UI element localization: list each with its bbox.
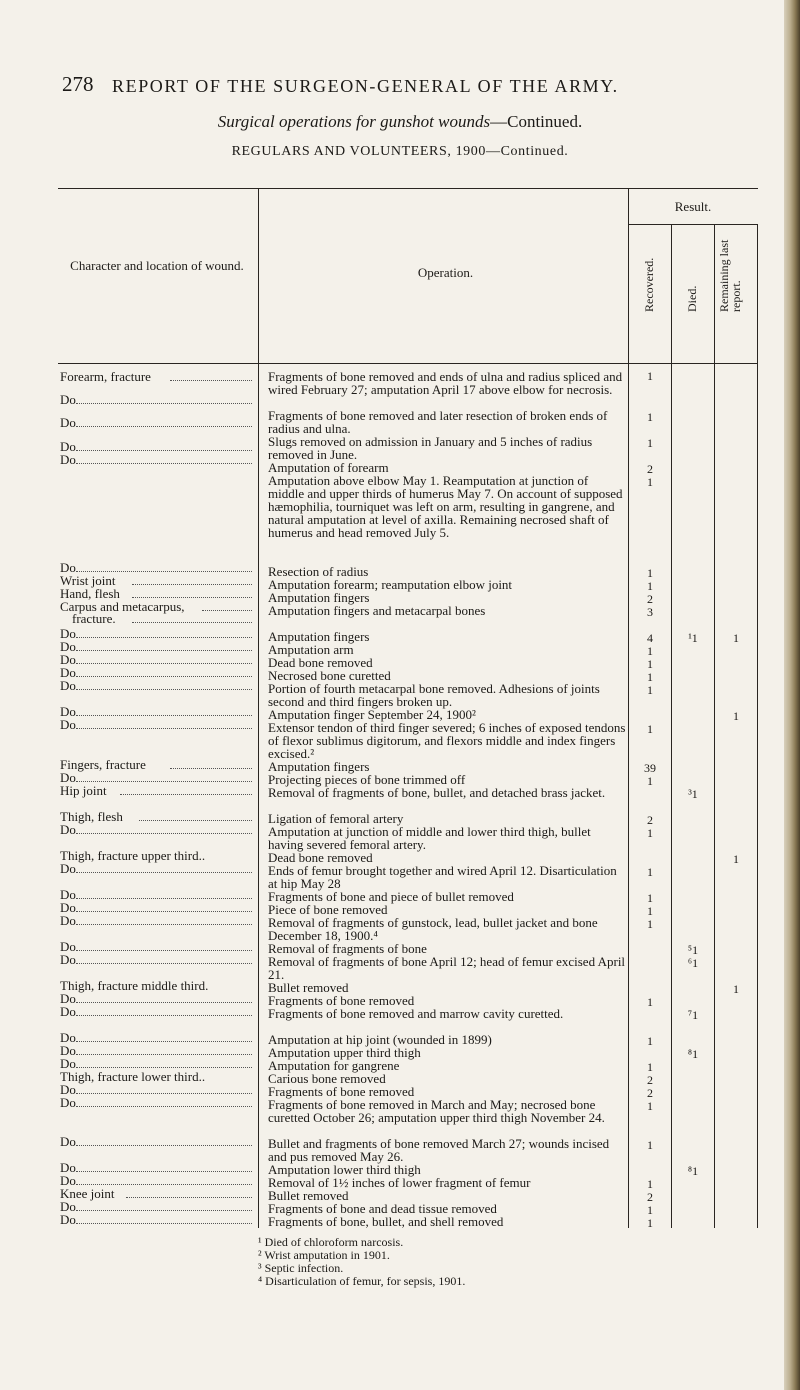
recovered-count: 1 — [647, 566, 653, 580]
operation-entry: Bullet and fragments of bone removed March 27; wounds incised and pus removed May 26. — [268, 1136, 610, 1164]
remaining-count: 1 — [733, 852, 739, 866]
wound-label: Wrist joint — [60, 573, 116, 588]
operation-entry: Fragments of bone removed — [268, 1084, 415, 1099]
operation-entry: Amputation forearm; reamputation elbow joint — [268, 577, 513, 592]
died-count: ¹1 — [688, 631, 698, 645]
leader-dots — [76, 463, 252, 464]
footnote: ² Wrist amputation in 1901. — [258, 1248, 390, 1262]
wound-label: Thigh, fracture middle third. — [60, 978, 209, 993]
wound-label: Do — [60, 1043, 76, 1058]
wound-label: Do — [60, 1030, 76, 1045]
page-number: 278 — [62, 72, 94, 96]
wound-label: Do — [60, 1082, 76, 1097]
header-bottom-rule — [58, 363, 758, 364]
table-group-heading: REGULARS AND VOLUNTEERS, 1900—Continued. — [231, 144, 569, 159]
wound-label: Do — [60, 665, 76, 680]
wound-label: Do — [60, 1095, 76, 1110]
wound-label: Do — [60, 900, 76, 915]
recovered-count: 1 — [647, 436, 653, 450]
recovered-count: 1 — [647, 995, 653, 1009]
recovered-count: 1 — [647, 1177, 653, 1191]
wound-label: Do — [60, 678, 76, 693]
wound-label: Do — [60, 887, 76, 902]
wound-label: Do — [60, 1056, 76, 1071]
operation-entry: Amputation fingers — [268, 759, 370, 774]
operation-entry: Amputation of forearm — [268, 460, 389, 475]
wound-label: Do — [60, 560, 76, 575]
recovered-count: 1 — [647, 1216, 653, 1230]
leader-dots — [76, 1041, 252, 1042]
operation-entry: Fragments of bone removed in March and May; necrosed bone curetted October 26; amputation upper third thigh November 24. — [268, 1097, 605, 1125]
recovered-count: 1 — [647, 369, 653, 383]
operation-entry: Fragments of bone removed and later resection of broken ends of radius and ulna. — [268, 408, 608, 436]
wound-label: Do — [60, 1004, 76, 1019]
result-rule — [628, 224, 758, 225]
leader-dots — [76, 426, 252, 427]
leader-dots — [126, 1197, 252, 1198]
recovered-count: 1 — [647, 683, 653, 697]
wound-label: Do — [60, 952, 76, 967]
operation-entry: Removal of fragments of bone — [268, 941, 427, 956]
recovered-count: 2 — [647, 1086, 653, 1100]
wound-label: Do — [60, 991, 76, 1006]
leader-dots — [76, 963, 252, 964]
leader-dots — [76, 833, 252, 834]
recovered-count: 1 — [647, 579, 653, 593]
operation-entry: Amputation finger September 24, 1900² — [268, 707, 476, 722]
wound-label: Do — [60, 626, 76, 641]
recovered-count: 39 — [644, 761, 656, 775]
column-divider-5 — [757, 224, 758, 1228]
leader-dots — [132, 622, 252, 623]
wound-label: Do — [60, 452, 76, 467]
running-head: REPORT OF THE SURGEON-GENERAL OF THE ARMY. — [112, 76, 619, 96]
wound-label: Do — [60, 861, 76, 876]
recovered-count: 1 — [647, 410, 653, 424]
operation-entry: Fragments of bone and piece of bullet removed — [268, 889, 514, 904]
operation-entry: Amputation fingers — [268, 590, 370, 605]
operation-entry: Necrosed bone curetted — [268, 668, 391, 683]
character-column-header: Character and location of wound. — [70, 258, 244, 273]
operation-entry: Ends of femur brought together and wired April 12. Disarticulation at hip May 28 — [268, 863, 617, 891]
died-count: ⁷1 — [687, 1008, 699, 1022]
recovered-count: 1 — [647, 657, 653, 671]
operation-entry: Resection of radius — [268, 564, 369, 579]
operation-entry: Bullet removed — [268, 1188, 349, 1203]
operation-entry: Fragments of bone removed and marrow cavity curetted. — [268, 1006, 564, 1021]
leader-dots — [120, 794, 252, 795]
column-divider-4 — [714, 224, 715, 1228]
wound-label: Do — [60, 639, 76, 654]
subtitle-italic: Surgical operations for gunshot wounds — [217, 112, 491, 131]
leader-dots — [202, 610, 252, 611]
recovered-count: 1 — [647, 1138, 653, 1152]
leader-dots — [76, 450, 252, 451]
recovered-count: 2 — [647, 1190, 653, 1204]
recovered-column-header: Recovered. — [642, 257, 656, 312]
column-divider-2 — [628, 188, 629, 1228]
leader-dots — [76, 911, 252, 912]
wound-label: Do — [60, 704, 76, 719]
operation-entry: Amputation above elbow May 1. Reamputation at junction of middle and upper thirds of humerus May 7. On account of supposed hæmophilia, tourniquet was left on arm, resulting in gangrene, and natural amputation at level of axilla. Remaining necrosed shaft of humerus and head removed July 5. — [268, 473, 623, 540]
operation-entry: Removal of fragments of gunstock, lead, bullet jacket and bone December 18, 1900.⁴ — [268, 915, 598, 943]
recovered-count: 4 — [647, 631, 653, 645]
recovered-count: 1 — [647, 1034, 653, 1048]
recovered-count: 2 — [647, 813, 653, 827]
remaining-column-header: Remaining last report. — [717, 239, 743, 312]
recovered-count: 1 — [647, 1099, 653, 1113]
operation-entry: Fragments of bone and dead tissue removed — [268, 1201, 497, 1216]
leader-dots — [76, 781, 252, 782]
wound-label: Do — [60, 439, 76, 454]
footnote: ⁴ Disarticulation of femur, for sepsis, 1901. — [258, 1274, 466, 1288]
leader-dots — [170, 380, 252, 381]
wound-label: Hip joint — [60, 783, 107, 798]
leader-dots — [76, 1067, 252, 1068]
leader-dots — [76, 1145, 252, 1146]
operation-entry: Dead bone removed — [268, 850, 373, 865]
wound-label: Do — [60, 1160, 76, 1175]
wound-label: Do — [60, 939, 76, 954]
died-count: ⁸1 — [687, 1164, 699, 1178]
operation-entry: Extensor tendon of third finger severed; 6 inches of exposed tendons of flexor sublimus digitorum, and flexors middle and index fingers excised.² — [268, 720, 626, 761]
recovered-count: 1 — [647, 826, 653, 840]
leader-dots — [76, 1054, 252, 1055]
leader-dots — [139, 820, 252, 821]
operation-column-header: Operation. — [417, 265, 474, 280]
footnote: ³ Septic infection. — [258, 1261, 344, 1275]
leader-dots — [76, 728, 252, 729]
operation-entry: Bullet removed — [268, 980, 349, 995]
recovered-count: 2 — [647, 592, 653, 606]
wound-label: Do — [60, 652, 76, 667]
wound-label: Fingers, fracture — [60, 757, 146, 772]
leader-dots — [76, 1002, 252, 1003]
operation-entry: Fragments of bone removed and ends of ulna and radius spliced and wired February 27; amputation April 17 above elbow for necrosis. — [268, 369, 623, 397]
wound-label: Do — [60, 1173, 76, 1188]
remaining-count: 1 — [733, 631, 739, 645]
leader-dots — [132, 584, 252, 585]
recovered-count: 1 — [647, 891, 653, 905]
leader-dots — [170, 768, 252, 769]
recovered-count: 3 — [647, 605, 653, 619]
column-divider-1 — [258, 188, 259, 1228]
wound-label: Hand, flesh — [60, 586, 120, 601]
operation-entry: Amputation for gangrene — [268, 1058, 400, 1073]
wound-label: Do — [60, 392, 76, 407]
leader-dots — [76, 1093, 252, 1094]
operation-entry: Removal of fragments of bone, bullet, and detached brass jacket. — [268, 785, 606, 800]
wound-label: Do — [60, 717, 76, 732]
recovered-count: 1 — [647, 1203, 653, 1217]
result-column-header: Result. — [674, 199, 712, 214]
operation-entry: Slugs removed on admission in January and 5 inches of radius removed in June. — [268, 434, 593, 462]
recovered-count: 1 — [647, 904, 653, 918]
leader-dots — [76, 571, 252, 572]
wound-label: Knee joint — [60, 1186, 115, 1201]
wound-label: Do — [60, 822, 76, 837]
recovered-count: 1 — [647, 917, 653, 931]
operation-entry: Piece of bone removed — [268, 902, 388, 917]
died-count: ⁸1 — [687, 1047, 699, 1061]
operation-entry: Projecting pieces of bone trimmed off — [268, 772, 466, 787]
operation-entry: Amputation lower third thigh — [268, 1162, 421, 1177]
leader-dots — [76, 1223, 252, 1224]
leader-dots — [76, 689, 252, 690]
recovered-count: 1 — [647, 670, 653, 684]
operation-entry: Dead bone removed — [268, 655, 373, 670]
leader-dots — [76, 650, 252, 651]
recovered-count: 1 — [647, 774, 653, 788]
wound-label: Do — [60, 1134, 76, 1149]
leader-dots — [76, 872, 252, 873]
footnote: ¹ Died of chloroform narcosis. — [258, 1235, 404, 1249]
leader-dots — [76, 637, 252, 638]
wound-label: Thigh, flesh — [60, 809, 123, 824]
operation-entry: Amputation at junction of middle and lower third thigh, bullet having severed femoral artery. — [268, 824, 591, 852]
wound-label: Do — [60, 415, 76, 430]
leader-dots — [76, 403, 252, 404]
recovered-count: 1 — [647, 722, 653, 736]
wound-label: Forearm, fracture — [60, 369, 151, 384]
wound-label: Thigh, fracture upper third.. — [60, 848, 206, 863]
operation-entry: Removal of 1½ inches of lower fragment of femur — [268, 1175, 531, 1190]
operation-entry: Fragments of bone removed — [268, 993, 415, 1008]
column-divider-3 — [671, 224, 672, 1228]
died-column-header: Died. — [685, 285, 699, 312]
leader-dots — [76, 924, 252, 925]
leader-dots — [76, 1171, 252, 1172]
operation-entry: Ligation of femoral artery — [268, 811, 404, 826]
leader-dots — [76, 1015, 252, 1016]
recovered-count: 2 — [647, 1073, 653, 1087]
wound-label: Carpus and metacarpus, — [60, 599, 185, 614]
recovered-count: 1 — [647, 475, 653, 489]
operation-entry: Portion of fourth metacarpal bone removed. Adhesions of joints second and third fingers broken up. — [268, 681, 600, 709]
operation-entry: Amputation at hip joint (wounded in 1899) — [268, 1032, 492, 1047]
operation-entry: Fragments of bone, bullet, and shell removed — [268, 1214, 504, 1229]
table-top-rule — [58, 188, 758, 189]
wound-label: Do — [60, 770, 76, 785]
leader-dots — [76, 1106, 252, 1107]
leader-dots — [76, 715, 252, 716]
remaining-count: 1 — [733, 709, 739, 723]
wound-label: Do — [60, 913, 76, 928]
leader-dots — [132, 597, 252, 598]
operation-entry: Amputation upper third thigh — [268, 1045, 421, 1060]
wound-label: Do — [60, 1199, 76, 1214]
operation-entry: Amputation arm — [268, 642, 354, 657]
operation-entry: Amputation fingers — [268, 629, 370, 644]
table-subtitle — [0, 112, 800, 132]
operation-entry: Removal of fragments of bone April 12; head of femur excised April 21. — [268, 954, 626, 982]
leader-dots — [76, 676, 252, 677]
leader-dots — [76, 950, 252, 951]
recovered-count: 1 — [647, 1060, 653, 1074]
wound-label: Thigh, fracture lower third.. — [60, 1069, 206, 1084]
remaining-count: 1 — [733, 982, 739, 996]
leader-dots — [76, 898, 252, 899]
subtitle-continued: —Continued. — [490, 112, 583, 131]
leader-dots — [76, 1184, 252, 1185]
wound-label: fracture. — [72, 611, 116, 626]
died-count: ³1 — [688, 787, 698, 801]
operation-entry: Amputation fingers and metacarpal bones — [268, 603, 486, 618]
died-count: ⁶1 — [687, 956, 699, 970]
page-edge — [784, 0, 800, 1390]
died-count: ⁵1 — [687, 943, 699, 957]
recovered-count: 2 — [647, 462, 653, 476]
wound-label: Do — [60, 1212, 76, 1227]
recovered-count: 1 — [647, 644, 653, 658]
operation-entry: Carious bone removed — [268, 1071, 386, 1086]
leader-dots — [76, 1210, 252, 1211]
recovered-count: 1 — [647, 865, 653, 879]
leader-dots — [76, 663, 252, 664]
